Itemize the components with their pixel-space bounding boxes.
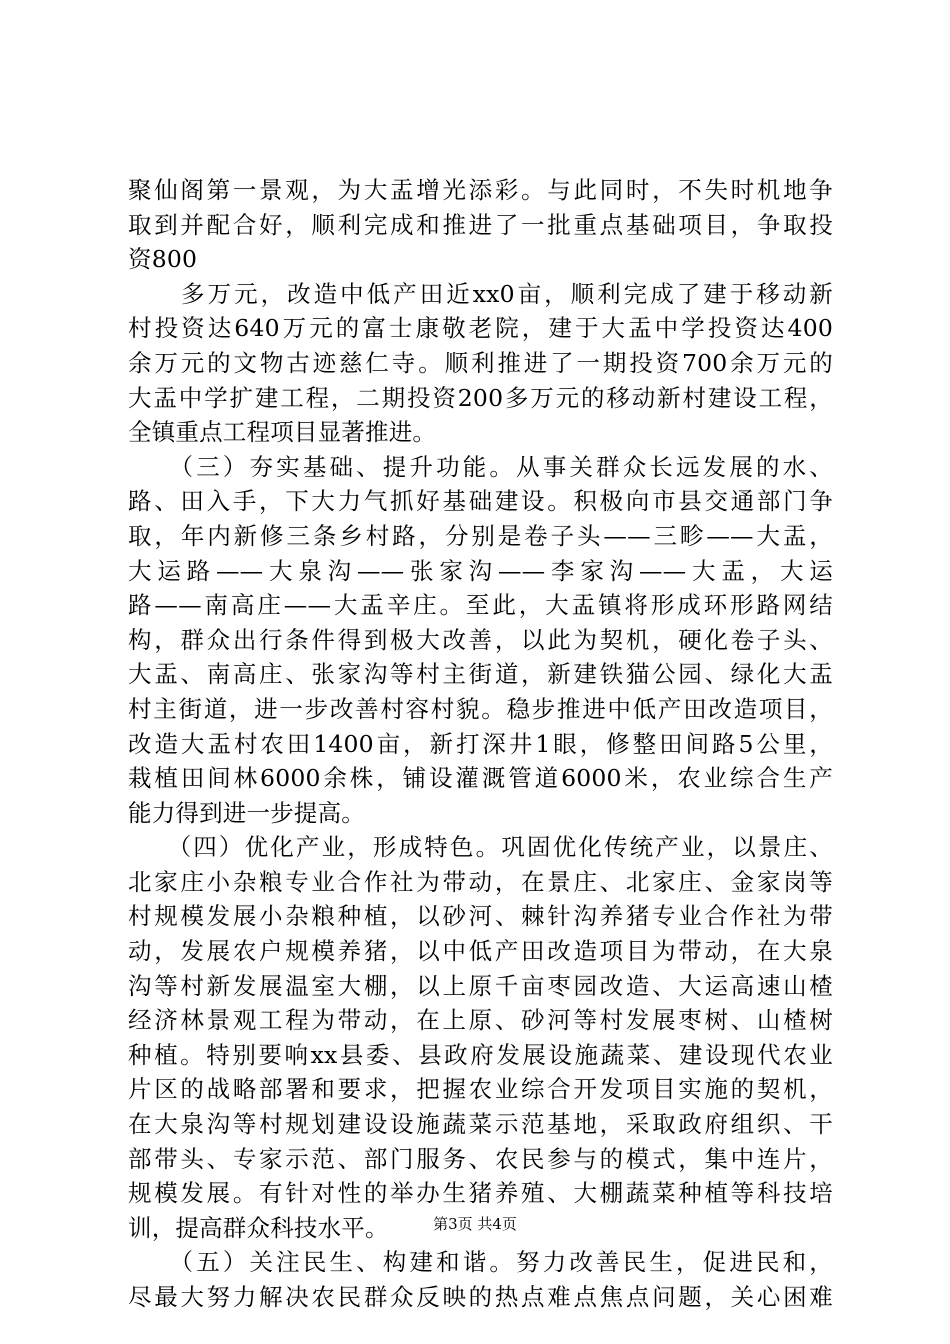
text-line: （四）优化产业，形成特色。巩固优化传统产业，以景庄、 [128, 833, 833, 862]
text-line: 取，年内新修三条乡村路，分别是卷子头——三畛——大盂， [128, 521, 833, 550]
text-line: 动，发展农户规模养猪，以中低产田改造项目为带动，在大泉 [128, 937, 833, 966]
text-line: 尽最大努力解决农民群众反映的热点难点焦点问题，关心困难 [128, 1283, 833, 1311]
text-line: 大盂中学扩建工程，二期投资200多万元的移动新村建设工程， [128, 383, 833, 412]
text-line: 改造大盂村农田1400亩，新打深井1眼，修整田间路5公里， [128, 729, 833, 758]
text-line: 构，群众出行条件得到极大改善，以此为契机，硬化卷子头、 [128, 625, 833, 654]
text-line: 在大泉沟等村规划建设设施蔬菜示范基地，采取政府组织、干 [128, 1110, 833, 1139]
page-footer: 第3页 共4页 [433, 1215, 517, 1233]
text-line: （三）夯实基础、提升功能。从事关群众长远发展的水、 [128, 452, 833, 481]
text-line: 能力得到进一步提高。 [128, 798, 365, 827]
text-line: 大盂、南高庄、张家沟等村主街道，新建铁猫公园、绿化大盂 [128, 660, 833, 689]
text-line: 资800 [128, 245, 198, 274]
text-line: 路、田入手，下大力气抓好基础建设。积极向市县交通部门争 [128, 487, 833, 516]
text-line: 村投资达640万元的富士康敬老院，建于大盂中学投资达400 [128, 314, 833, 343]
text-line: 路——南高庄——大盂辛庄。至此，大盂镇将形成环形路网结 [128, 591, 833, 620]
text-line: 取到并配合好，顺利完成和推进了一批重点基础项目，争取投 [128, 210, 833, 239]
text-line: 聚仙阁第一景观，为大盂增光添彩。与此同时，不失时机地争 [128, 176, 833, 204]
document-body [128, 173, 833, 1315]
text-line: 北家庄小杂粮专业合作社为带动，在景庄、北家庄、金家岗等 [128, 867, 833, 896]
text-line: 训，提高群众科技水平。 [128, 1213, 389, 1242]
text-line: 经济林景观工程为带动，在上原、砂河等村发展枣树、山楂树 [128, 1006, 833, 1035]
text-line: 沟等村新发展温室大棚，以上原千亩枣园改造、大运高速山楂 [128, 971, 833, 1000]
text-line: 余万元的文物古迹慈仁寺。顺利推进了一期投资700余万元的 [128, 348, 833, 377]
text-line: 村规模发展小杂粮种植，以砂河、棘针沟养猪专业合作社为带 [128, 902, 833, 931]
text-line: 部带头、专家示范、部门服务、农民参与的模式，集中连片， [128, 1144, 833, 1173]
text-line: 大运路——大泉沟——张家沟——李家沟——大盂，大运 [128, 556, 833, 585]
text-line: 片区的战略部署和要求，把握农业综合开发项目实施的契机， [128, 1075, 833, 1104]
text-line: 多万元，改造中低产田近xx0亩，顺利完成了建于移动新 [128, 279, 833, 308]
text-line: 村主街道，进一步改善村容村貌。稳步推进中低产田改造项目， [128, 694, 833, 723]
text-line: 规模发展。有针对性的举办生猪养殖、大棚蔬菜种植等科技培 [128, 1179, 833, 1208]
text-line: 栽植田间林6000余株，铺设灌溉管道6000米，农业综合生产 [128, 764, 833, 793]
text-line: （五）关注民生、构建和谐。努力改善民生，促进民和， [128, 1248, 833, 1277]
text-line: 种植。特别要响xx县委、县政府发展设施蔬菜、建设现代农业 [128, 1040, 833, 1069]
text-line: 全镇重点工程项目显著推进。 [128, 418, 437, 447]
